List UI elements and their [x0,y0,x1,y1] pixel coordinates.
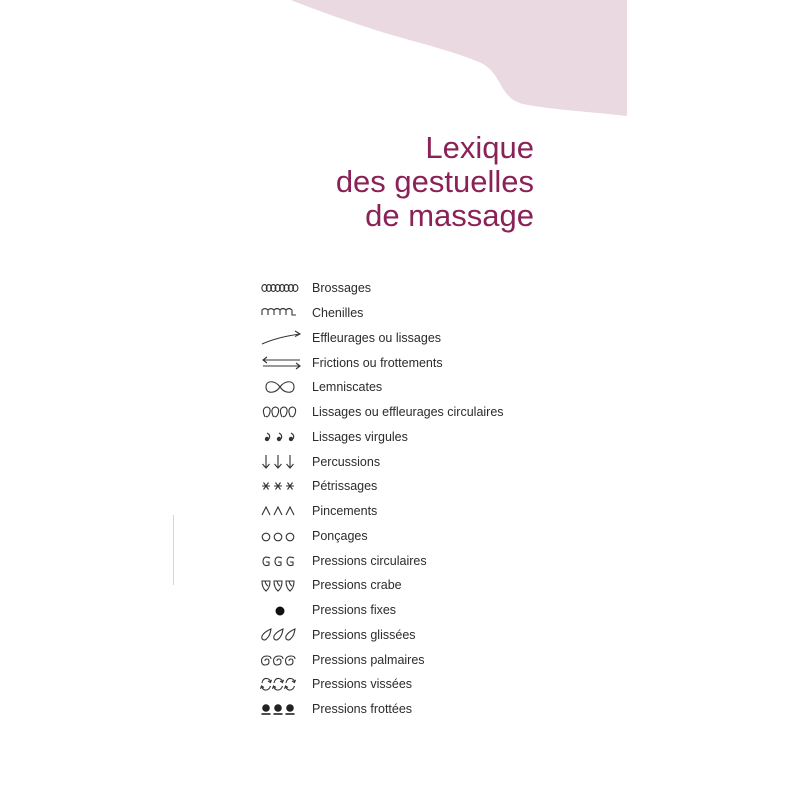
title-line-2: des gestuelles [335,164,534,199]
filled-dot-icon [260,600,312,620]
legend-item [260,400,504,425]
legend-label: Effleurages ou lissages [312,330,442,345]
caret-marks-icon [260,501,312,521]
legend-label: Pressions palmaires [312,652,425,667]
legend-label: Pressions crabe [312,578,402,593]
legend-item [260,301,504,326]
curl-marks-icon [260,551,312,571]
legend-item [260,598,504,623]
down-arrows-icon [260,452,312,472]
legend-item [260,350,504,375]
screw-arrows-icon [260,674,312,694]
effleurage-arrow-icon [260,328,312,348]
star-marks-icon [260,476,312,496]
palm-spiral-icon [260,650,312,670]
decorative-blob [173,0,627,120]
massage-gesture-legend [260,276,504,722]
legend-item [260,375,504,400]
rubbed-dots-icon [260,699,312,719]
legend-label: Pincements [312,504,378,519]
legend-label: Ponçages [312,528,368,543]
legend-label: Lissages virgules [312,429,408,444]
legend-item [260,425,504,450]
circle-marks-icon [260,526,312,546]
legend-item [260,647,504,672]
legend-label: Pressions fixes [312,603,397,618]
spiral-loops-icon [260,402,312,422]
comma-marks-icon [260,427,312,447]
title-line-3: de massage [365,198,534,233]
brossage-icon [260,278,312,298]
legend-item [260,672,504,697]
legend-label: Brossages [312,281,372,296]
legend-item [260,548,504,573]
drop-marks-icon [260,625,312,645]
legend-label: Pressions circulaires [312,553,427,568]
legend-item [260,573,504,598]
crab-marks-icon [260,575,312,595]
legend-label: Lemniscates [312,380,383,395]
legend-label: Percussions [312,454,381,469]
page-divider [173,515,174,585]
legend-label: Pétrissages [312,479,378,494]
lemniscate-icon [260,377,312,397]
friction-arrows-icon [260,353,312,373]
book-page [173,0,627,800]
legend-label: Chenilles [312,306,364,321]
legend-item [260,499,504,524]
legend-item [260,697,504,722]
legend-item [260,524,504,549]
legend-item [260,326,504,351]
legend-item [260,449,504,474]
legend-item [260,276,504,301]
page-title [336,131,534,233]
legend-label: Pressions frottées [312,702,413,717]
chenille-icon [260,303,312,323]
legend-item [260,474,504,499]
legend-label: Pressions vissées [312,677,413,692]
legend-item [260,623,504,648]
title-line-1: Lexique [425,130,534,165]
legend-label: Pressions glissées [312,627,416,642]
legend-label: Lissages ou effleurages circulaires [312,405,504,420]
legend-label: Frictions ou frottements [312,355,443,370]
